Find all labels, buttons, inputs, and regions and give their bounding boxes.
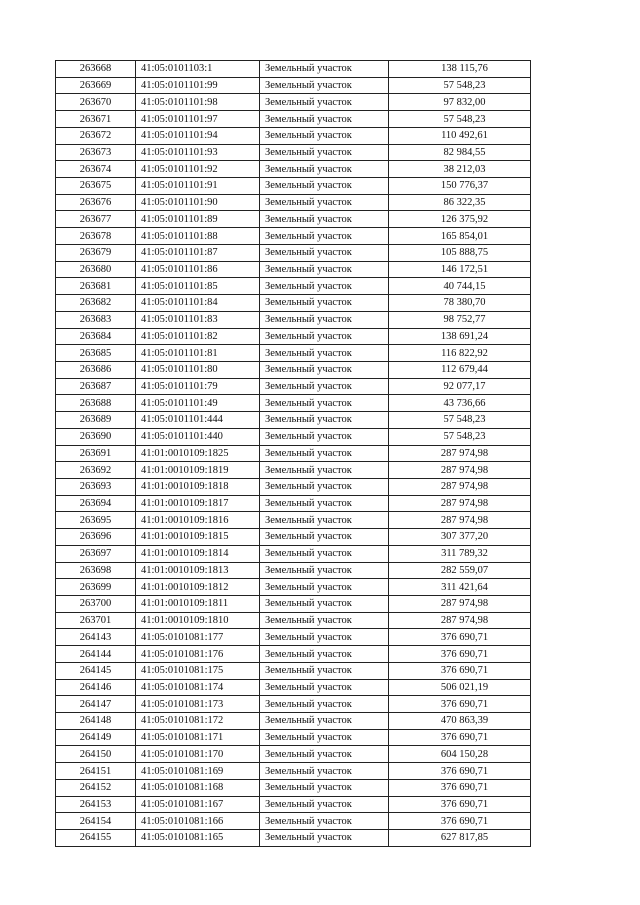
cadastral-number-cell: 41:01:0010109:1817 [136, 495, 260, 512]
row-number-cell: 264145 [56, 662, 136, 679]
cadastral-number-cell: 41:01:0010109:1812 [136, 579, 260, 596]
cadastral-value-cell: 98 752,77 [389, 311, 531, 328]
table-row [56, 261, 531, 278]
table-row [56, 746, 531, 763]
cadastral-value-cell: 38 212,03 [389, 161, 531, 178]
object-type-cell: Земельный участок [260, 596, 389, 613]
table-row [56, 763, 531, 780]
row-number-cell: 264144 [56, 646, 136, 663]
object-type-cell: Земельный участок [260, 395, 389, 412]
table-row [56, 61, 531, 78]
row-number-cell: 264143 [56, 629, 136, 646]
cadastral-number-cell: 41:05:0101081:168 [136, 779, 260, 796]
table-row [56, 328, 531, 345]
object-type-cell: Земельный участок [260, 261, 389, 278]
cadastral-number-cell: 41:05:0101081:165 [136, 830, 260, 847]
table-row [56, 278, 531, 295]
row-number-cell: 263674 [56, 161, 136, 178]
cadastral-value-cell: 376 690,71 [389, 813, 531, 830]
cadastral-value-cell: 376 690,71 [389, 662, 531, 679]
cadastral-number-cell: 41:05:0101103:1 [136, 61, 260, 78]
cadastral-number-cell: 41:05:0101101:99 [136, 77, 260, 94]
cadastral-number-cell: 41:05:0101101:98 [136, 94, 260, 111]
row-number-cell: 263694 [56, 495, 136, 512]
cadastral-number-cell: 41:05:0101101:444 [136, 412, 260, 429]
cadastral-value-cell: 311 421,64 [389, 579, 531, 596]
cadastral-value-cell: 287 974,98 [389, 495, 531, 512]
table-row [56, 796, 531, 813]
object-type-cell: Земельный участок [260, 646, 389, 663]
row-number-cell: 263671 [56, 111, 136, 128]
cadastral-value-cell: 92 077,17 [389, 378, 531, 395]
object-type-cell: Земельный участок [260, 77, 389, 94]
cadastral-number-cell: 41:05:0101101:86 [136, 261, 260, 278]
table-row [56, 545, 531, 562]
object-type-cell: Земельный участок [260, 562, 389, 579]
table-row [56, 295, 531, 312]
object-type-cell: Земельный участок [260, 127, 389, 144]
table-row [56, 646, 531, 663]
cadastral-value-cell: 105 888,75 [389, 244, 531, 261]
cadastral-number-cell: 41:05:0101081:176 [136, 646, 260, 663]
row-number-cell: 263693 [56, 478, 136, 495]
table-body [56, 61, 531, 847]
row-number-cell: 263680 [56, 261, 136, 278]
table-row [56, 478, 531, 495]
cadastral-value-cell: 287 974,98 [389, 512, 531, 529]
cadastral-value-cell: 287 974,98 [389, 462, 531, 479]
table-row [56, 529, 531, 546]
object-type-cell: Земельный участок [260, 679, 389, 696]
table-row [56, 395, 531, 412]
table-row [56, 178, 531, 195]
object-type-cell: Земельный участок [260, 779, 389, 796]
cadastral-value-cell: 57 548,23 [389, 412, 531, 429]
cadastral-value-cell: 311 789,32 [389, 545, 531, 562]
row-number-cell: 263685 [56, 345, 136, 362]
cadastral-number-cell: 41:05:0101101:94 [136, 127, 260, 144]
cadastral-number-cell: 41:05:0101101:91 [136, 178, 260, 195]
row-number-cell: 264149 [56, 729, 136, 746]
object-type-cell: Земельный участок [260, 462, 389, 479]
object-type-cell: Земельный участок [260, 428, 389, 445]
object-type-cell: Земельный участок [260, 345, 389, 362]
row-number-cell: 263698 [56, 562, 136, 579]
row-number-cell: 263697 [56, 545, 136, 562]
row-number-cell: 264151 [56, 763, 136, 780]
object-type-cell: Земельный участок [260, 61, 389, 78]
object-type-cell: Земельный участок [260, 696, 389, 713]
table-row [56, 562, 531, 579]
cadastral-number-cell: 41:05:0101101:79 [136, 378, 260, 395]
row-number-cell: 263672 [56, 127, 136, 144]
object-type-cell: Земельный участок [260, 161, 389, 178]
cadastral-value-cell: 470 863,39 [389, 713, 531, 730]
cadastral-value-cell: 97 832,00 [389, 94, 531, 111]
cadastral-value-cell: 116 822,92 [389, 345, 531, 362]
cadastral-number-cell: 41:01:0010109:1813 [136, 562, 260, 579]
cadastral-number-cell: 41:05:0101101:84 [136, 295, 260, 312]
cadastral-number-cell: 41:01:0010109:1811 [136, 596, 260, 613]
row-number-cell: 263700 [56, 596, 136, 613]
cadastral-number-cell: 41:05:0101101:90 [136, 194, 260, 211]
table-row [56, 729, 531, 746]
object-type-cell: Земельный участок [260, 478, 389, 495]
row-number-cell: 263689 [56, 412, 136, 429]
table-row [56, 696, 531, 713]
row-number-cell: 264154 [56, 813, 136, 830]
row-number-cell: 263673 [56, 144, 136, 161]
cadastral-value-cell: 112 679,44 [389, 361, 531, 378]
row-number-cell: 263696 [56, 529, 136, 546]
cadastral-number-cell: 41:01:0010109:1816 [136, 512, 260, 529]
cadastral-number-cell: 41:01:0010109:1818 [136, 478, 260, 495]
cadastral-number-cell: 41:05:0101101:85 [136, 278, 260, 295]
object-type-cell: Земельный участок [260, 328, 389, 345]
cadastral-value-cell: 138 115,76 [389, 61, 531, 78]
row-number-cell: 263691 [56, 445, 136, 462]
cadastral-value-cell: 287 974,98 [389, 596, 531, 613]
cadastral-number-cell: 41:05:0101081:173 [136, 696, 260, 713]
row-number-cell: 263679 [56, 244, 136, 261]
object-type-cell: Земельный участок [260, 729, 389, 746]
cadastral-value-cell: 110 492,61 [389, 127, 531, 144]
row-number-cell: 263699 [56, 579, 136, 596]
land-plot-table [55, 60, 531, 847]
table-row [56, 579, 531, 596]
object-type-cell: Земельный участок [260, 579, 389, 596]
object-type-cell: Земельный участок [260, 228, 389, 245]
cadastral-number-cell: 41:05:0101081:170 [136, 746, 260, 763]
row-number-cell: 264150 [56, 746, 136, 763]
table-row [56, 428, 531, 445]
cadastral-value-cell: 506 021,19 [389, 679, 531, 696]
object-type-cell: Земельный участок [260, 746, 389, 763]
row-number-cell: 263677 [56, 211, 136, 228]
table-row [56, 311, 531, 328]
table-row [56, 228, 531, 245]
cadastral-value-cell: 86 322,35 [389, 194, 531, 211]
row-number-cell: 263670 [56, 94, 136, 111]
cadastral-number-cell: 41:05:0101101:83 [136, 311, 260, 328]
cadastral-value-cell: 146 172,51 [389, 261, 531, 278]
row-number-cell: 263695 [56, 512, 136, 529]
cadastral-number-cell: 41:05:0101101:89 [136, 211, 260, 228]
cadastral-value-cell: 627 817,85 [389, 830, 531, 847]
object-type-cell: Земельный участок [260, 796, 389, 813]
table-row [56, 194, 531, 211]
row-number-cell: 263684 [56, 328, 136, 345]
row-number-cell: 264148 [56, 713, 136, 730]
table-row [56, 495, 531, 512]
cadastral-number-cell: 41:05:0101081:169 [136, 763, 260, 780]
object-type-cell: Земельный участок [260, 512, 389, 529]
cadastral-value-cell: 604 150,28 [389, 746, 531, 763]
row-number-cell: 263701 [56, 612, 136, 629]
object-type-cell: Земельный участок [260, 545, 389, 562]
cadastral-number-cell: 41:01:0010109:1819 [136, 462, 260, 479]
object-type-cell: Земельный участок [260, 662, 389, 679]
table-row [56, 830, 531, 847]
row-number-cell: 263675 [56, 178, 136, 195]
cadastral-number-cell: 41:05:0101101:93 [136, 144, 260, 161]
cadastral-number-cell: 41:05:0101081:177 [136, 629, 260, 646]
object-type-cell: Земельный участок [260, 612, 389, 629]
cadastral-value-cell: 43 736,66 [389, 395, 531, 412]
object-type-cell: Земельный участок [260, 378, 389, 395]
cadastral-value-cell: 287 974,98 [389, 612, 531, 629]
row-number-cell: 264147 [56, 696, 136, 713]
cadastral-value-cell: 138 691,24 [389, 328, 531, 345]
object-type-cell: Земельный участок [260, 311, 389, 328]
cadastral-value-cell: 287 974,98 [389, 445, 531, 462]
table-row [56, 211, 531, 228]
object-type-cell: Земельный участок [260, 211, 389, 228]
cadastral-value-cell: 40 744,15 [389, 278, 531, 295]
cadastral-value-cell: 376 690,71 [389, 729, 531, 746]
object-type-cell: Земельный участок [260, 529, 389, 546]
table-row [56, 713, 531, 730]
cadastral-number-cell: 41:05:0101081:171 [136, 729, 260, 746]
cadastral-value-cell: 376 690,71 [389, 779, 531, 796]
cadastral-value-cell: 376 690,71 [389, 696, 531, 713]
cadastral-number-cell: 41:05:0101081:174 [136, 679, 260, 696]
row-number-cell: 263682 [56, 295, 136, 312]
cadastral-value-cell: 307 377,20 [389, 529, 531, 546]
object-type-cell: Земельный участок [260, 194, 389, 211]
table-row [56, 161, 531, 178]
row-number-cell: 264146 [56, 679, 136, 696]
object-type-cell: Земельный участок [260, 244, 389, 261]
object-type-cell: Земельный участок [260, 629, 389, 646]
table-row [56, 77, 531, 94]
row-number-cell: 263683 [56, 311, 136, 328]
cadastral-value-cell: 376 690,71 [389, 763, 531, 780]
cadastral-value-cell: 57 548,23 [389, 428, 531, 445]
table-row [56, 596, 531, 613]
object-type-cell: Земельный участок [260, 763, 389, 780]
row-number-cell: 263690 [56, 428, 136, 445]
cadastral-value-cell: 82 984,55 [389, 144, 531, 161]
object-type-cell: Земельный участок [260, 713, 389, 730]
cadastral-number-cell: 41:05:0101081:172 [136, 713, 260, 730]
cadastral-number-cell: 41:05:0101101:80 [136, 361, 260, 378]
cadastral-value-cell: 376 690,71 [389, 629, 531, 646]
row-number-cell: 264152 [56, 779, 136, 796]
cadastral-value-cell: 376 690,71 [389, 646, 531, 663]
row-number-cell: 263678 [56, 228, 136, 245]
cadastral-number-cell: 41:05:0101081:175 [136, 662, 260, 679]
object-type-cell: Земельный участок [260, 813, 389, 830]
object-type-cell: Земельный участок [260, 495, 389, 512]
cadastral-number-cell: 41:05:0101101:87 [136, 244, 260, 261]
table-row [56, 111, 531, 128]
cadastral-number-cell: 41:05:0101081:166 [136, 813, 260, 830]
cadastral-value-cell: 57 548,23 [389, 77, 531, 94]
cadastral-number-cell: 41:01:0010109:1814 [136, 545, 260, 562]
row-number-cell: 264153 [56, 796, 136, 813]
object-type-cell: Земельный участок [260, 144, 389, 161]
cadastral-number-cell: 41:05:0101101:49 [136, 395, 260, 412]
table-row [56, 144, 531, 161]
table-row [56, 679, 531, 696]
row-number-cell: 263681 [56, 278, 136, 295]
table-row [56, 462, 531, 479]
object-type-cell: Земельный участок [260, 111, 389, 128]
cadastral-number-cell: 41:05:0101101:82 [136, 328, 260, 345]
object-type-cell: Земельный участок [260, 178, 389, 195]
row-number-cell: 263692 [56, 462, 136, 479]
object-type-cell: Земельный участок [260, 94, 389, 111]
cadastral-value-cell: 126 375,92 [389, 211, 531, 228]
cadastral-number-cell: 41:05:0101101:81 [136, 345, 260, 362]
object-type-cell: Земельный участок [260, 361, 389, 378]
table-row [56, 779, 531, 796]
row-number-cell: 263688 [56, 395, 136, 412]
table-row [56, 361, 531, 378]
table-row [56, 445, 531, 462]
cadastral-number-cell: 41:01:0010109:1825 [136, 445, 260, 462]
table-row [56, 412, 531, 429]
cadastral-number-cell: 41:05:0101101:97 [136, 111, 260, 128]
cadastral-value-cell: 165 854,01 [389, 228, 531, 245]
row-number-cell: 264155 [56, 830, 136, 847]
table-row [56, 512, 531, 529]
row-number-cell: 263686 [56, 361, 136, 378]
cadastral-value-cell: 78 380,70 [389, 295, 531, 312]
table-row [56, 612, 531, 629]
table-row [56, 345, 531, 362]
table-row [56, 662, 531, 679]
table-row [56, 629, 531, 646]
object-type-cell: Земельный участок [260, 445, 389, 462]
row-number-cell: 263668 [56, 61, 136, 78]
object-type-cell: Земельный участок [260, 278, 389, 295]
row-number-cell: 263676 [56, 194, 136, 211]
cadastral-number-cell: 41:01:0010109:1815 [136, 529, 260, 546]
object-type-cell: Земельный участок [260, 830, 389, 847]
table-row [56, 813, 531, 830]
row-number-cell: 263687 [56, 378, 136, 395]
cadastral-number-cell: 41:05:0101101:88 [136, 228, 260, 245]
cadastral-number-cell: 41:05:0101101:440 [136, 428, 260, 445]
cadastral-value-cell: 282 559,07 [389, 562, 531, 579]
cadastral-number-cell: 41:05:0101081:167 [136, 796, 260, 813]
table-row [56, 378, 531, 395]
object-type-cell: Земельный участок [260, 412, 389, 429]
object-type-cell: Земельный участок [260, 295, 389, 312]
cadastral-value-cell: 287 974,98 [389, 478, 531, 495]
table-row [56, 127, 531, 144]
cadastral-value-cell: 150 776,37 [389, 178, 531, 195]
row-number-cell: 263669 [56, 77, 136, 94]
cadastral-number-cell: 41:05:0101101:92 [136, 161, 260, 178]
cadastral-number-cell: 41:01:0010109:1810 [136, 612, 260, 629]
table-row [56, 244, 531, 261]
cadastral-value-cell: 57 548,23 [389, 111, 531, 128]
table-row [56, 94, 531, 111]
cadastral-value-cell: 376 690,71 [389, 796, 531, 813]
